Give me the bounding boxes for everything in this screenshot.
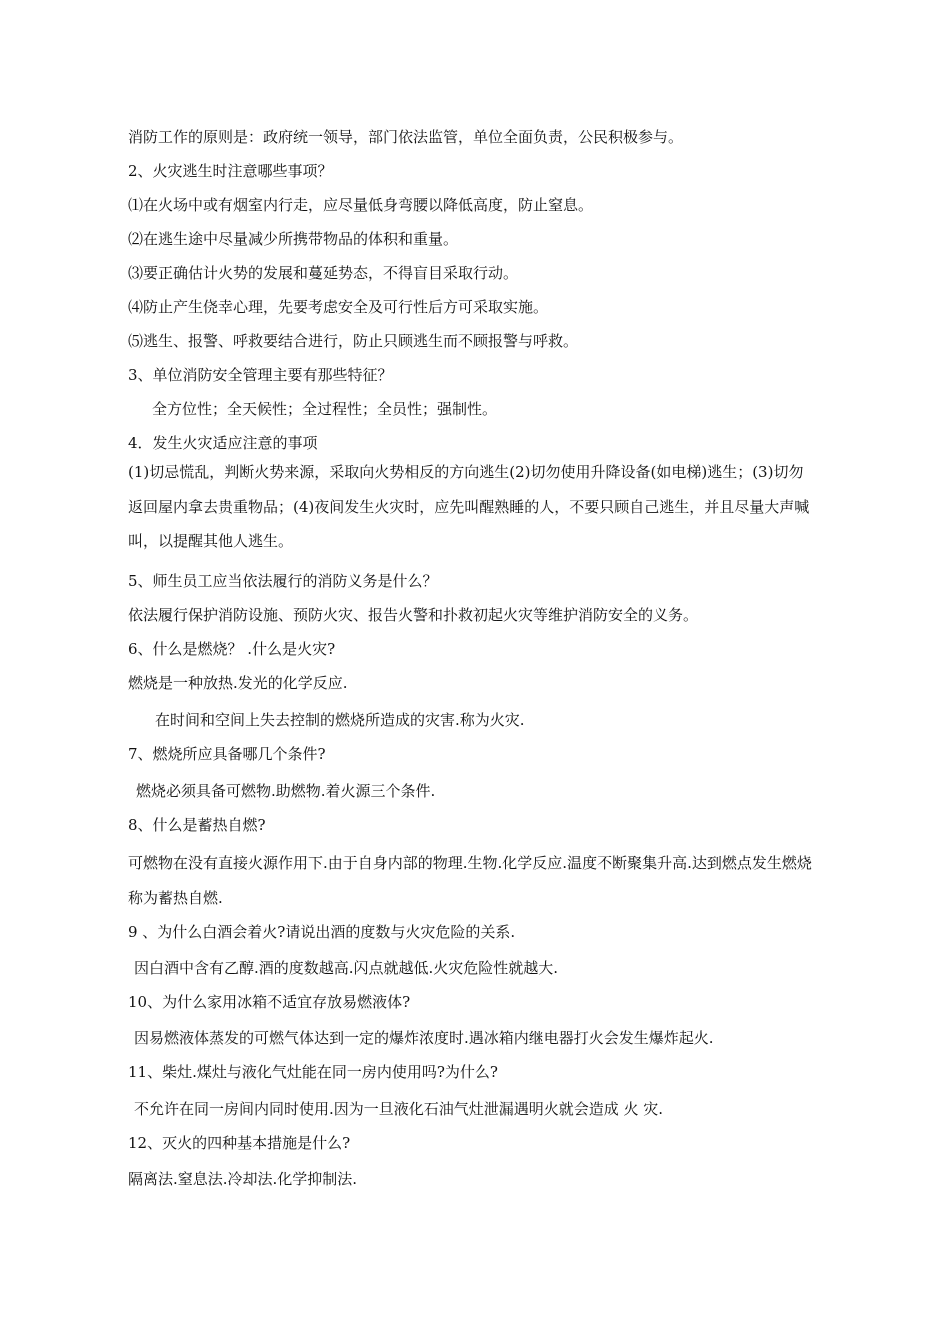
answer-2-item-3: ⑶要正确估计火势的发展和蔓延势态，不得盲目采取行动。 xyxy=(128,264,519,282)
answer-4: (1)切忌慌乱，判断火势来源，采取向火势相反的方向逃生(2)切勿使用升降设备(如电梯)逃生；(3)切勿返回屋内拿去贵重物品；(4)夜间发生火灾时，应先叫醒熟睡的人，不要只顾自己逃生，并且尽量大声喊叫，以提醒其他人逃生。 xyxy=(128,463,810,550)
answer-6-combustion: 燃烧是一种放热.发光的化学反应. xyxy=(128,674,348,692)
question-3: 3、单位消防安全管理主要有那些特征？ xyxy=(128,366,393,384)
answer-8: 可燃物在没有直接火源作用下.由于自身内部的物理.生物.化学反应.温度不断聚集升高.达到燃点发生燃烧称为蓄热自燃. xyxy=(128,854,812,907)
question-4: 4．发生火灾适应注意的事项 xyxy=(128,434,318,452)
answer-5: 依法履行保护消防设施、预防火灾、报告火警和扑救初起火灾等维护消防安全的义务。 xyxy=(128,606,699,624)
answer-9: 因白酒中含有乙醇.酒的度数越高.闪点就越低.火灾危险性就越大. xyxy=(134,959,559,977)
answer-2-item-4: ⑷防止产生侥幸心理，先要考虑安全及可行性后方可采取实施。 xyxy=(128,298,549,316)
question-12: 12、灭火的四种基本措施是什么? xyxy=(128,1134,351,1152)
answer-3: 全方位性；全天候性；全过程性；全员性；强制性。 xyxy=(152,400,498,418)
answer-12: 隔离法.窒息法.冷却法.化学抑制法. xyxy=(128,1170,358,1188)
principle-text: 消防工作的原则是：政府统一领导，部门依法监管，单位全面负责，公民积极参与。 xyxy=(128,128,684,146)
question-9: 9 、为什么白酒会着火?请说出酒的度数与火灾危险的关系. xyxy=(128,923,516,941)
answer-6-fire: 在时间和空间上失去控制的燃烧所造成的灾害.称为火灾. xyxy=(155,711,525,729)
question-5: 5、师生员工应当依法履行的消防义务是什么？ xyxy=(128,572,438,590)
question-10: 10、为什么家用冰箱不适宜存放易燃液体? xyxy=(128,993,411,1011)
question-7: 7、燃烧所应具备哪几个条件? xyxy=(128,745,326,763)
question-2: 2、火灾逃生时注意哪些事项？ xyxy=(128,162,333,180)
answer-2-item-1: ⑴在火场中或有烟室内行走，应尽量低身弯腰以降低高度，防止窒息。 xyxy=(128,196,594,214)
question-11: 11、柴灶.煤灶与液化气灶能在同一房内使用吗?为什么? xyxy=(128,1063,498,1081)
question-8: 8、什么是蓄热自燃? xyxy=(128,816,266,834)
answer-2-item-2: ⑵在逃生途中尽量减少所携带物品的体积和重量。 xyxy=(128,230,459,248)
answer-2-item-5: ⑸逃生、报警、呼救要结合进行，防止只顾逃生而不顾报警与呼救。 xyxy=(128,332,579,350)
answer-10: 因易燃液体蒸发的可燃气体达到一定的爆炸浓度时.遇冰箱内继电器打火会发生爆炸起火. xyxy=(134,1029,714,1047)
question-6: 6、什么是燃烧？ .什么是火灾? xyxy=(128,640,336,658)
answer-11: 不允许在同一房间内同时使用.因为一旦液化石油气灶泄漏遇明火就会造成 火 灾. xyxy=(134,1100,664,1118)
answer-7: 燃烧必须具备可燃物.助燃物.着火源三个条件. xyxy=(136,782,436,800)
